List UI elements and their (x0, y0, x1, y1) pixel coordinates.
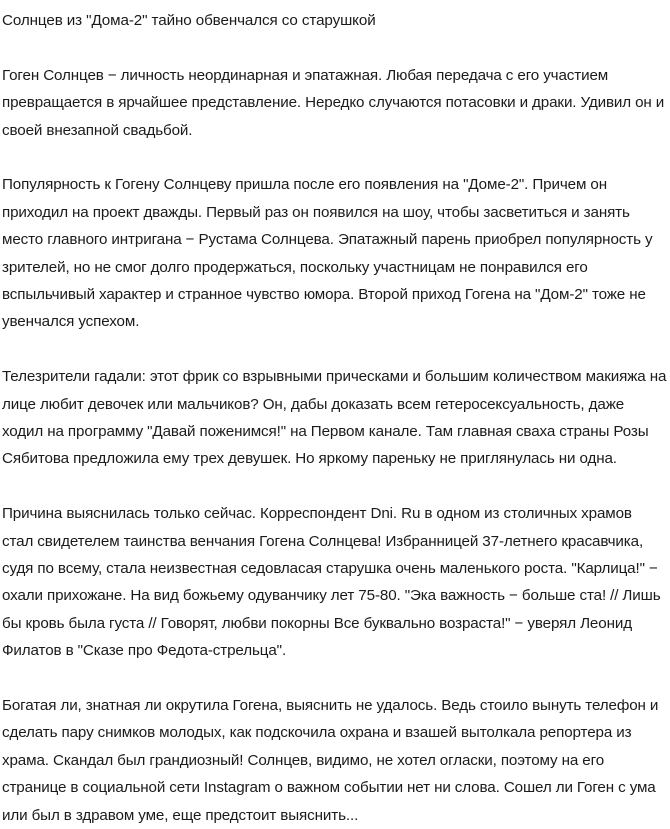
article-body (2, 62, 667, 829)
article-paragraph: Популярность к Гогену Солнцеву пришла после его появления на "Доме-2". Причем он приходил на проект дважды. Первый раз он появился на шоу, чтобы засветиться и занять место главного интригана − Рустама Солнцева. Эпатажный парень приобрел популярность у зрителей, но не смог долго продержаться, поскольку участницам не понравился его вспыльчивый характер и странное чувство юмора. Второй приход Гогена на "Дом-2" тоже не увенчался успехом. (2, 176, 653, 331)
article-paragraph: Гоген Солнцев − личность неординарная и эпатажная. Любая передача с его участием превращается в ярчайшее представление. Нередко случаются потасовки и драки. Удивил он и своей внезапной свадьбой. (2, 66, 665, 139)
article-title: Солнцев из "Дома-2" тайно обвенчался со старушкой (2, 12, 376, 29)
article-paragraph: Причина выяснилась только сейчас. Корреспондент Dni. Ru в одном из столичных храмов стал свидетелем таинства венчания Гогена Солнцева! Избранницей 37-летнего красавчика, судя по всему, стала неизвестная седовласая старушка очень маленького роста. "Карлица!" − охали прихожане. На вид божьему одуванчику лет 75-80. "Эка важность − больше ста! // Лишь бы кровь была густа // Говорят, любви покорны Все буквально возраста!" − уверял Леонид Филатов в "Сказе про Федота-стрельца". (2, 505, 661, 660)
title-body-spacer (2, 34, 667, 61)
article-paragraph: Телезрители гадали: этот фрик со взрывными прическами и большим количеством макияжа на лице любит девочек или мальчиков? Он, дабы доказать всем гетеросексуальность, даже ходил на программу "Давай поженимся!" на Первом канале. Там главная сваха страны Розы Сябитова предложила ему трех девушек. Но яркому пареньку не приглянулась ни одна. (2, 368, 667, 468)
article-paragraph: Богатая ли, знатная ли окрутила Гогена, выяснить не удалось. Ведь стоило вынуть телефон и сделать пару снимков молодых, как подскочила охрана и взашей вытолкала репортера из храма. Скандал был грандиозный! Солнцев, видимо, не хотел огласки, поэтому на его странице в социальной сети Instagram о важном событии нет ни слова. Сошел ли Гоген с ума или был в здравом уме, еще предстоит выяснить... (2, 697, 659, 824)
